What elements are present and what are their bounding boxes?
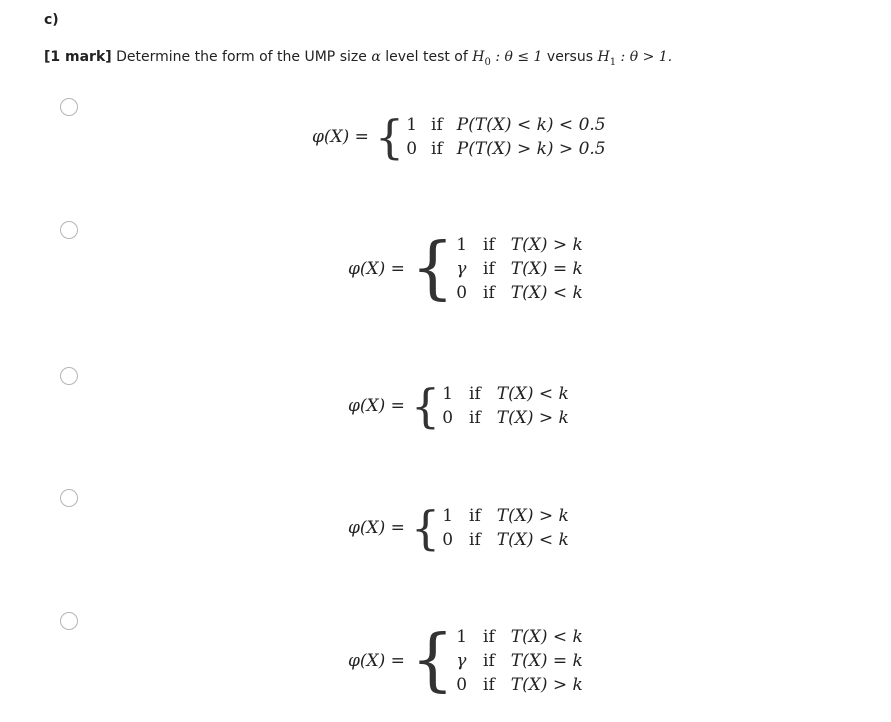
case-if: if: [483, 627, 495, 647]
left-brace-icon: {: [410, 621, 455, 700]
case-value: 0: [406, 139, 418, 159]
case-if: if: [469, 506, 481, 526]
left-brace-icon: {: [410, 379, 441, 433]
case-if: if: [431, 139, 443, 159]
case-value: 1: [456, 235, 468, 255]
option-4-lhs: φ(X) =: [348, 518, 405, 538]
case-condition: T(X) < k: [510, 627, 583, 647]
case-value: 0: [456, 675, 468, 695]
case-value: 0: [442, 530, 454, 550]
question-text: [44, 49, 672, 68]
option-3-formula: [348, 379, 569, 433]
case-value: 0: [442, 408, 454, 428]
part-label: c): [44, 12, 59, 28]
option-1-formula: [312, 110, 606, 164]
case-condition: P(T(X) < k) < 0.5: [456, 115, 606, 135]
case-value: 1: [442, 384, 454, 404]
h1-symbol: $H_1$: [597, 49, 617, 68]
case-condition: T(X) < k: [496, 530, 569, 550]
case-value: 1: [406, 115, 418, 135]
case-if: if: [483, 235, 495, 255]
option-1-radio[interactable]: [60, 98, 78, 116]
option-2-lhs: φ(X) =: [348, 259, 405, 279]
case-if: if: [483, 675, 495, 695]
option-1-lhs: φ(X) =: [312, 127, 369, 147]
case-value: 0: [456, 283, 468, 303]
case-if: if: [469, 408, 481, 428]
case-if: if: [483, 283, 495, 303]
case-condition: P(T(X) > k) > 0.5: [456, 139, 606, 159]
h0-symbol: $H_0$: [472, 49, 491, 68]
case-value: γ: [456, 651, 467, 671]
case-value: 1: [456, 627, 468, 647]
case-condition: T(X) > k: [496, 408, 569, 428]
case-condition: T(X) > k: [510, 235, 583, 255]
marks-label: [1 mark]: [44, 49, 112, 65]
option-5-lhs: φ(X) =: [348, 651, 405, 671]
question-text-middle: level test of: [385, 49, 468, 65]
option-3-radio[interactable]: [60, 367, 78, 385]
option-4-formula: [348, 501, 569, 555]
case-if: if: [469, 384, 481, 404]
left-brace-icon: {: [410, 229, 455, 308]
h1-condition: : θ > 1.: [620, 49, 673, 65]
option-5-radio[interactable]: [60, 612, 78, 630]
alpha-symbol: α: [371, 49, 381, 65]
case-value: γ: [456, 259, 467, 279]
versus-text: versus: [546, 49, 594, 65]
case-condition: T(X) < k: [510, 283, 583, 303]
case-if: if: [431, 115, 443, 135]
case-if: if: [483, 259, 495, 279]
h0-condition: : θ ≤ 1: [495, 49, 543, 65]
option-4-radio[interactable]: [60, 489, 78, 507]
case-value: 1: [442, 506, 454, 526]
case-condition: T(X) > k: [510, 675, 583, 695]
case-if: if: [469, 530, 481, 550]
option-3-lhs: φ(X) =: [348, 396, 405, 416]
case-condition: T(X) = k: [510, 651, 583, 671]
option-2-formula: [348, 229, 583, 308]
case-condition: T(X) > k: [496, 506, 569, 526]
option-2-radio[interactable]: [60, 221, 78, 239]
case-if: if: [483, 651, 495, 671]
question-text-before: Determine the form of the UMP size: [116, 49, 367, 65]
case-condition: T(X) < k: [496, 384, 569, 404]
case-condition: T(X) = k: [510, 259, 583, 279]
option-5-formula: [348, 621, 583, 700]
left-brace-icon: {: [410, 501, 441, 555]
left-brace-icon: {: [374, 110, 405, 164]
